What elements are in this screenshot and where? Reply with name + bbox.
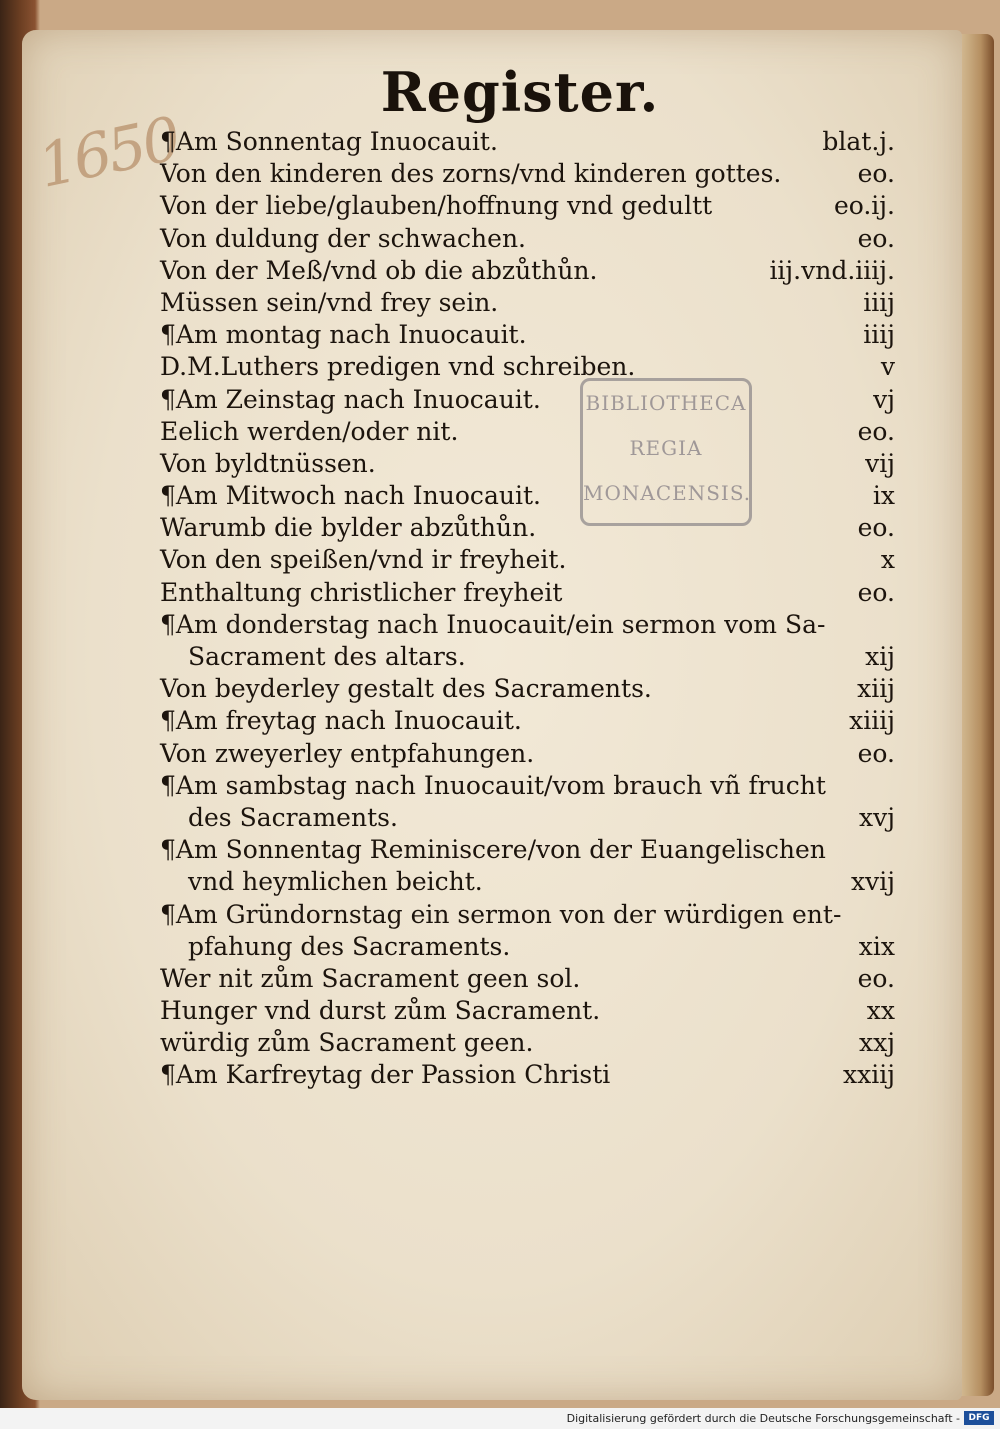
entry-page-ref: eo. <box>857 513 895 543</box>
entry-page-ref: eo. <box>857 416 895 446</box>
register-entry <box>160 255 895 287</box>
register-entry <box>160 577 895 609</box>
footer-bar <box>0 1408 1000 1429</box>
entry-page-ref: iij.vnd.iiij. <box>769 255 895 285</box>
entry-page-ref: eo.ij. <box>833 191 895 221</box>
entry-text: Von zweyerley entpfahungen. <box>160 738 535 768</box>
entry-text: ¶Am Zeinstag nach Inuocauit. <box>160 384 541 414</box>
entry-text: ¶Am donderstag nach Inuocauit/ein sermon vom Sa- <box>160 609 826 639</box>
register-entry <box>160 287 895 319</box>
register-entry <box>160 738 895 770</box>
register-entry <box>160 1059 895 1091</box>
entry-text: ¶Am Mitwoch nach Inuocauit. <box>160 481 541 511</box>
entry-text: ¶Am Karfreytag der Passion Christi <box>160 1060 611 1090</box>
register-entry <box>160 351 895 383</box>
register-entry <box>160 448 895 480</box>
entry-text: Wer nit zům Sacrament geen sol. <box>160 963 581 993</box>
entry-page-ref: xij <box>865 642 895 671</box>
entry-text: Von beyderley gestalt des Sacraments. <box>160 674 652 704</box>
register-entry <box>160 126 895 158</box>
register-entry <box>160 416 895 448</box>
register-entry <box>160 963 895 995</box>
register-entry <box>160 1027 895 1059</box>
register-entry <box>160 480 895 512</box>
entry-page-ref: xiij <box>857 674 895 704</box>
entry-page-ref: ix <box>872 481 895 511</box>
entry-page-ref: v <box>880 352 895 382</box>
entry-text: Warumb die bylder abzůthůn. <box>160 513 537 543</box>
register-entry <box>160 384 895 416</box>
entry-text: des Sacraments. <box>188 802 398 832</box>
entry-page-ref: eo. <box>857 963 895 993</box>
entry-text: Von den kinderen des zorns/vnd kinderen gottes. <box>160 159 782 189</box>
entry-text: Von byldtnüssen. <box>160 448 376 478</box>
entry-page-ref: xvij <box>851 867 895 897</box>
register-entry <box>160 931 895 963</box>
stamp-line: MONACENSIS. <box>583 481 752 505</box>
entry-text: Von der liebe/glauben/hoffnung vnd gedultt <box>160 191 713 221</box>
entry-page-ref: xiiij <box>849 706 895 736</box>
register-entry <box>160 705 895 737</box>
entry-text: Sacrament des altars. <box>188 642 466 671</box>
entry-page-ref: xxj <box>859 1028 895 1058</box>
entry-page-ref: iiij <box>863 287 895 317</box>
entry-text: Hunger vnd durst zům Sacrament. <box>160 996 601 1026</box>
entry-text: Eelich werden/oder nit. <box>160 416 459 446</box>
entry-text: ¶Am montag nach Inuocauit. <box>160 320 527 350</box>
register-entry <box>160 319 895 351</box>
entry-text: Von den speißen/vnd ir freyheit. <box>160 545 567 575</box>
entry-page-ref: xvj <box>859 802 895 832</box>
register-entry <box>160 223 895 255</box>
entry-page-ref: eo. <box>857 577 895 607</box>
footer-credit: Digitalisierung gefördert durch die Deutsche Forschungsgemeinschaft - <box>566 1412 960 1425</box>
entry-text: ¶Am freytag nach Inuocauit. <box>160 706 522 736</box>
register-entry <box>160 609 895 641</box>
register-entry <box>160 158 895 190</box>
register-entry <box>160 673 895 705</box>
entry-page-ref: vij <box>865 448 895 478</box>
entry-page-ref: xxiij <box>843 1060 895 1090</box>
register-entry <box>160 512 895 544</box>
register-list <box>160 126 895 1092</box>
entry-text: D.M.Luthers predigen vnd schreiben. <box>160 352 636 382</box>
entry-page-ref: xx <box>866 996 895 1026</box>
register-entry <box>160 770 895 802</box>
entry-text: ¶Am Sonnentag Reminiscere/von der Euangelischen <box>160 835 826 865</box>
entry-page-ref: eo. <box>857 223 895 253</box>
register-entry <box>160 544 895 576</box>
register-entry <box>160 995 895 1027</box>
page-title: Register. <box>380 60 660 124</box>
handwritten-shelfmark: 1650 <box>32 104 185 202</box>
entry-page-ref: iiij <box>863 320 895 350</box>
stamp-line: REGIA <box>629 436 703 460</box>
entry-text: Müssen sein/vnd frey sein. <box>160 287 499 317</box>
register-entry <box>160 641 895 673</box>
register-entry <box>160 802 895 834</box>
entry-page-ref: vj <box>873 384 895 414</box>
entry-text: ¶Am sambstag nach Inuocauit/vom brauch vñ frucht <box>160 770 826 800</box>
entry-text: Enthaltung christlicher freyheit <box>160 577 563 607</box>
entry-text: ¶Am Sonnentag Inuocauit. <box>160 127 498 156</box>
entry-page-ref: eo. <box>857 738 895 768</box>
entry-page-ref: x <box>880 545 895 575</box>
entry-text: Von duldung der schwachen. <box>160 223 526 253</box>
entry-text: Von der Meß/vnd ob die abzůthůn. <box>160 255 598 285</box>
register-entry <box>160 190 895 222</box>
entry-text: würdig zům Sacrament geen. <box>160 1028 534 1058</box>
register-entry <box>160 899 895 931</box>
entry-page-ref: blat.j. <box>822 127 895 156</box>
entry-page-ref: eo. <box>857 159 895 189</box>
entry-text: ¶Am Gründornstag ein sermon von der würdigen ent- <box>160 899 842 929</box>
stamp-line: BIBLIOTHECA <box>585 391 747 415</box>
register-entry <box>160 834 895 866</box>
dfg-logo[interactable]: DFG <box>964 1411 994 1425</box>
entry-text: vnd heymlichen beicht. <box>188 867 483 897</box>
entry-text: pfahung des Sacraments. <box>188 931 511 961</box>
register-entry <box>160 866 895 898</box>
entry-page-ref: xix <box>858 931 895 961</box>
